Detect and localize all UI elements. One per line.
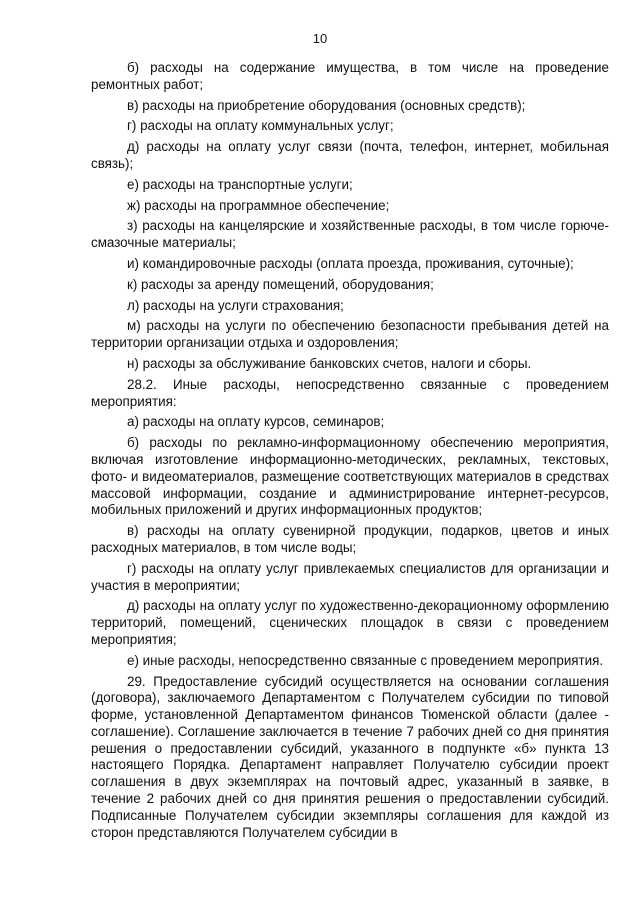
paragraph-item-i-travel: и) командировочные расходы (оплата проезда, проживания, суточные); xyxy=(127,255,574,271)
paragraph-section-28-2: 28.2. Иные расходы, непосредственно связанные с проведением мероприятия: xyxy=(91,376,609,409)
paragraph-item-b-property: б) расходы на содержание имущества, в том числе на проведение ремонтных работ; xyxy=(91,60,609,92)
paragraph-item-k-rent: к) расходы за аренду помещений, оборудования; xyxy=(127,276,434,292)
paragraph-section-29: 29. Предоставление субсидий осуществляется на основании соглашения (договора), заключаемого Департаментом с Получателем субсидии по типовой форме, установленной Департаментом финансов Тюменской области (далее - соглашение). Соглашение заключается в течение 7 рабочих дней со дня принятия решения о предоставлении субсидий, указанного в подпункте «б» пункта 13 настоящего Порядка. Департамент направляет Получателю субсидии проект соглашения в двух экземплярах на почтовый адрес, указанный в заявке, в течение 2 рабочих дней со дня принятия решения о предоставлении субсидий. Подписанные Получателем субсидии экземпляры соглашения для каждой из сторон представляются Получателем субсидии в xyxy=(91,673,609,840)
paragraph-item-a-courses: а) расходы на оплату курсов, семинаров; xyxy=(127,414,385,430)
paragraph-item-e-transport: е) расходы на транспортные услуги; xyxy=(127,176,353,192)
paragraph-item-e-other: е) иные расходы, непосредственно связанные с проведением мероприятия. xyxy=(127,652,604,668)
paragraph-item-l-insurance: л) расходы на услуги страхования; xyxy=(127,297,344,313)
paragraph-item-g-specialists: г) расходы на оплату услуг привлекаемых специалистов для организации и участия в мероприятии; xyxy=(91,560,609,593)
paragraph-item-n-banking: н) расходы за обслуживание банковских счетов, налоги и сборы. xyxy=(127,355,532,371)
paragraph-item-z-office: з) расходы на канцелярские и хозяйственные расходы, в том числе горюче-смазочные материалы; xyxy=(91,218,609,251)
paragraph-item-d-decoration: д) расходы на оплату услуг по художественно-декорационному оформлению территорий, помещений, сценических площадок в связи с проведением мероприятия; xyxy=(91,598,609,647)
page-number: 10 xyxy=(312,31,328,46)
paragraph-item-b-advertising: б) расходы по рекламно-информационному обеспечению мероприятия, включая изготовление информационно-методических, рекламных, текстовых, фото- и видеоматериалов, размещение соответствующих материалов в средствах массовой информации, создание и администрирование интернет-ресурсов, мобильных приложений и других информационных продуктов; xyxy=(91,435,609,518)
paragraph-item-v-equipment: в) расходы на приобретение оборудования (основных средств); xyxy=(127,97,526,113)
paragraph-item-v-souvenirs: в) расходы на оплату сувенирной продукции, подарков, цветов и иных расходных материалов, в том числе воды; xyxy=(91,523,609,555)
paragraph-item-zh-software: ж) расходы на программное обеспечение; xyxy=(127,197,390,213)
paragraph-item-g-utilities: г) расходы на оплату коммунальных услуг; xyxy=(127,118,394,134)
document-body xyxy=(91,60,609,841)
paragraph-item-m-security: м) расходы на услуги по обеспечению безопасности пребывания детей на территории организации отдыха и оздоровления; xyxy=(91,318,609,351)
paragraph-item-d-communications: д) расходы на оплату услуг связи (почта, телефон, интернет, мобильная связь); xyxy=(91,139,609,171)
